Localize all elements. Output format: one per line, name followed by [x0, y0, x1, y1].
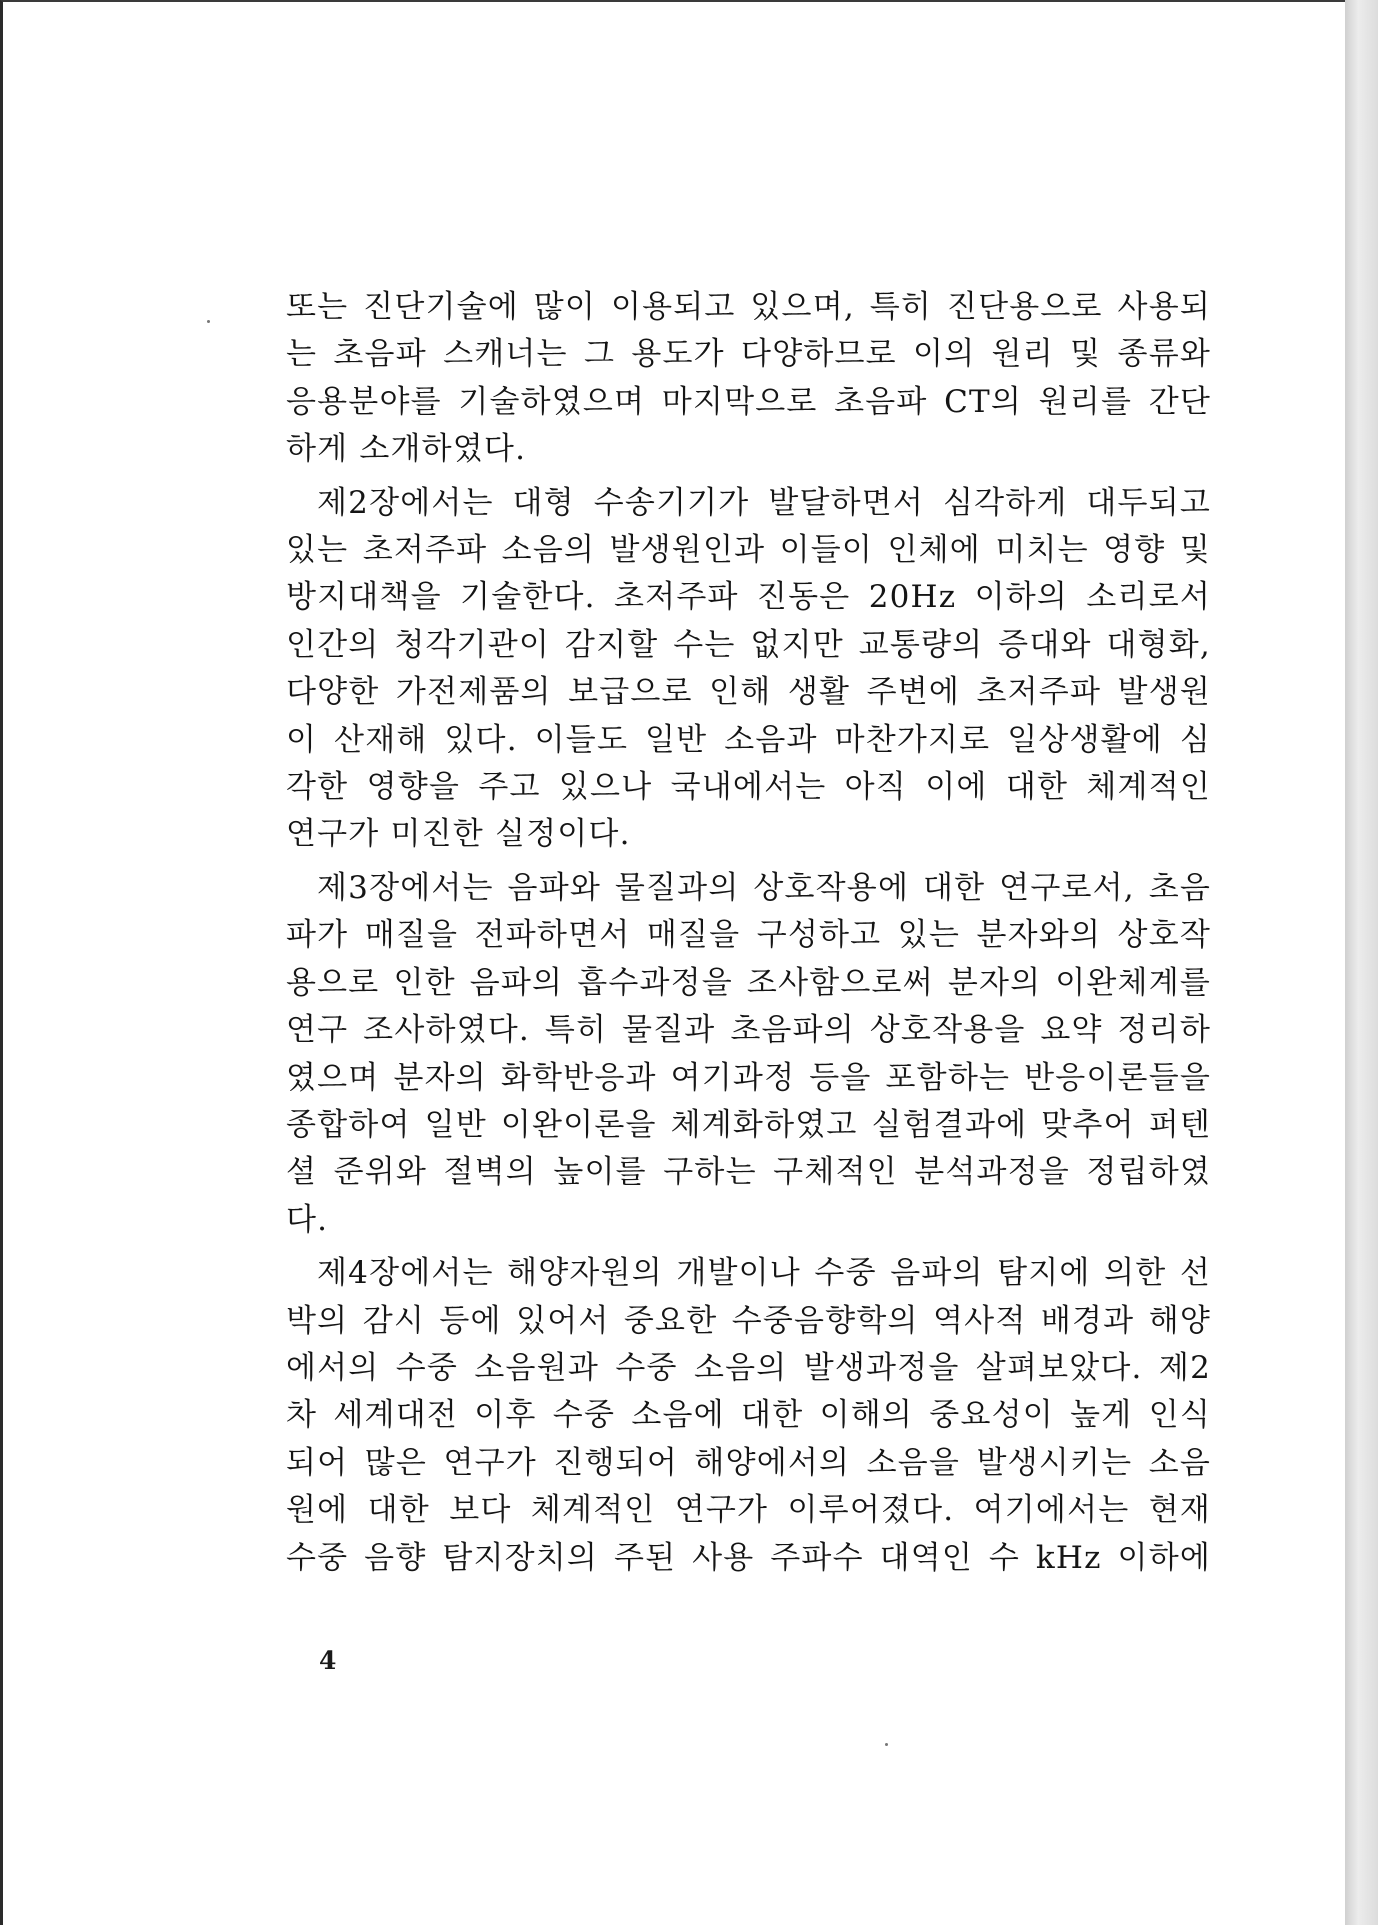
text-line: 는 초음파 스캐너는 그 용도가 다양하므로 이의 원리 및 종류와: [286, 336, 1211, 373]
paragraph-4: [286, 1250, 1211, 1582]
text-line: 차 세계대전 이후 수중 소음에 대한 이해의 중요성이 높게 인식: [286, 1397, 1211, 1434]
text-line: 다.: [286, 1201, 329, 1238]
text-line: 방지대책을 기술한다. 초저주파 진동은 20Hz 이하의 소리로서: [286, 579, 1211, 616]
paragraph-3: [286, 865, 1211, 1244]
text-line: 수중 음향 탐지장치의 주된 사용 주파수 대역인 수 kHz 이하에: [286, 1539, 1211, 1576]
text-line: 다양한 가전제품의 보급으로 인해 생활 주변에 초저주파 발생원: [286, 674, 1211, 711]
text-line: 또는 진단기술에 많이 이용되고 있으며, 특히 진단용으로 사용되: [286, 289, 1211, 325]
text-line: 파가 매질을 전파하면서 매질을 구성하고 있는 분자와의 상호작: [286, 917, 1211, 954]
text-line: 셜 준위와 절벽의 높이를 구하는 구체적인 분석과정을 정립하였: [286, 1154, 1211, 1191]
text-line: 용으로 인한 음파의 흡수과정을 조사함으로써 분자의 이완체계를: [286, 964, 1211, 1001]
text-line: 에서의 수중 소음원과 수중 소음의 발생과정을 살펴보았다. 제2: [286, 1349, 1211, 1386]
paragraph-1: [286, 284, 1211, 474]
text-line: 제2장에서는 대형 수송기기가 발달하면서 심각하게 대두되고: [317, 484, 1211, 521]
text-line: 하게 소개하였다.: [286, 431, 527, 468]
body-text: [286, 284, 1211, 1582]
scan-speck: [885, 1743, 888, 1746]
paragraph-2: [286, 480, 1211, 859]
text-line: 이 산재해 있다. 이들도 일반 소음과 마찬가지로 일상생활에 심: [286, 721, 1211, 758]
page-edge-shadow: [1345, 0, 1378, 1925]
text-line: 제3장에서는 음파와 물질과의 상호작용에 대한 연구로서, 초음: [317, 869, 1211, 906]
text-line: 였으며 분자의 화학반응과 여기과정 등을 포함하는 반응이론들을: [286, 1059, 1211, 1096]
text-line: 원에 대한 보다 체계적인 연구가 이루어졌다. 여기에서는 현재: [286, 1492, 1211, 1529]
page-number: 4: [319, 1646, 337, 1675]
text-line: 응용분야를 기술하였으며 마지막으로 초음파 CT의 원리를 간단: [286, 383, 1211, 420]
text-line: 연구 조사하였다. 특히 물질과 초음파의 상호작용을 요약 정리하: [286, 1012, 1211, 1049]
text-line: 제4장에서는 해양자원의 개발이나 수중 음파의 탐지에 의한 선: [317, 1255, 1211, 1292]
text-line: 박의 감시 등에 있어서 중요한 수중음향학의 역사적 배경과 해양: [286, 1302, 1211, 1339]
text-line: 있는 초저주파 소음의 발생원인과 이들이 인체에 미치는 영향 및: [286, 532, 1211, 569]
text-line: 연구가 미진한 실정이다.: [286, 816, 631, 853]
text-line: 되어 많은 연구가 진행되어 해양에서의 소음을 발생시키는 소음: [286, 1444, 1211, 1481]
text-line: 인간의 청각기관이 감지할 수는 없지만 교통량의 증대와 대형화,: [286, 626, 1211, 663]
text-line: 각한 영향을 주고 있으나 국내에서는 아직 이에 대한 체계적인: [286, 769, 1211, 806]
scan-speck: [207, 320, 210, 323]
text-line: 종합하여 일반 이완이론을 체계화하였고 실험결과에 맞추어 퍼텐: [286, 1106, 1211, 1143]
